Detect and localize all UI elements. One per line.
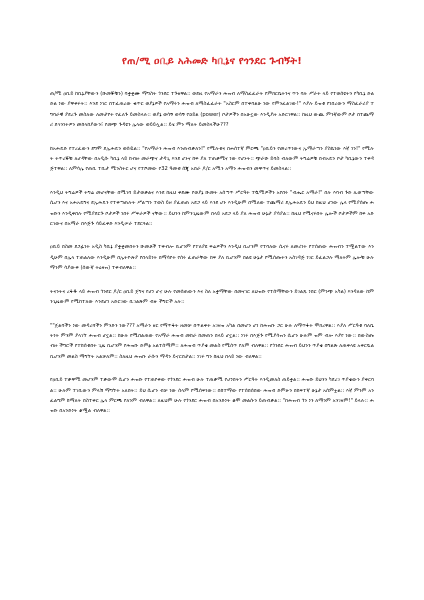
document-title: የጠ/ሚ ዐቢይ አሕመድ ካቢኔና የጎንደር ጉብኝት! (122, 56, 302, 67)
paragraph-2: ከአሕዴድ የተረፈውን ደግሞ ደኢሕዴን ወሰዷል:: "የአማራን ሕዝብ እንጠብቃለን!" የሚሉቱና በሐሰተኛ ምርጫ "ዐቢይን የመረጥነውና ኢማራጣን ያስኬነው እኛ ነን!" የሚሉት ትጥረኞቹ ለሆዳቸው በአዲሱ ካቢኔ ላይ ከብዙ መራጭና ታዳጊ እንደ ሆኑና ከፍ ያለ ተጠቃሚና ነው የሆኑት:: ጭራሹ ይባስ ብለውም ትግሬዎቹ በብአዴን ቦታ ካቢኔውን ተቀዳጅተዋል:: ለምሳሌ የጠቢ ተቢታ ሚንስትር ሆና የተሾመው የ32 ዓመቱ ሰጂ አበራ ዶ/ር አሚን አማን ሕዝብን መዋጥና ይመስላል:: (50, 145, 374, 173)
paragraph-4: ዐቢይ በስመ ደጋፊነት አዲስ ካቢኔ ያቋቋመበትን ሹመቶች ተቀብሎ ቢሆንም የተለያዩ ፍሬዎችን እንዲህ ቢሆንም የተባለው ሲኖሩ ለመሪነት የተሰጠው ሕዝብን ተሟልተው እንዲሁም በሌላ ተጠልለው እንዲሁም በኢትዮጵያ የበላይነት በማሳየት የሰሩ ፈጠራቸው ከፍ ያለ ቢሆንም በልዩ ሁኔታ የሚሰጡትን አስገዳጅ ነገር ይፈልጋሉ ማለትም ሌሎቹ ሁሉ ማንም ሳያውቅ (ሰውኛ ትዕዛዝ) ተቀብለዋል:: (50, 244, 374, 272)
paragraph-1: ጠ/ሚ ዐቢይ ከቢኔያቸውን (ሹመኞቹን) ባቋቋሙ ማግስት ጎንደር ተጉዘዋል:: ወደዚ የአማራን ሕዝብ ለማስፈፈራት የምክርቤትንና ጥን ባሉ ሥራት ላይ የተወሰዩትን የካቢኔ ድልድል ነው ያዋቀሩት:: እንደ ነገር በተፈጠረው ቁጥር ወያኔዎች የአማሩን ሕዝብ ለማስፈፈራት "አስርም በተቀባልሁ ነው የምንፈልገው!" እያሉ ይዝቱ የነበረውን ማስፈራሪያ ተግባራዊ ያደረጉ መስለው ለመታየት የፈለጉ ይመስላሉ:: ወያኔ ወሳኝ ወሳኝ የኃይል (power) ቦታዎችን በአሁኗው እንዲያዙ አድርገዋል:: ከዚህ ውጪ ምንኛውም ቦታ በተጨማሪ ደኅንነትዎን መከላከያውን፣ የመጭ ጉዳዩን ሌላው ወይይሏል:: ይሄ ምን ማለት ይመስላችሁ??? (50, 91, 374, 129)
paragraph-5: ትናንትና ረፋዱ ላይ ሕዝብ ጎንደር ዶ/ር ዐቢይ ጀግና የሆነ ሆኖ ሁሉ የመሰጠውን እና ስለ አቋማቸው በመናገር ለህዝቡ የተሰማቸውን ይገልጹ ነበር (ምንጭ አካል) እንዳለው ከምንጊዜውም የሚከተለው እንደሆነ አድርገው ቢገልጽም ብዙ ችግሮች አሉ:: (50, 288, 374, 306)
paragraph-6: ""ጀልባችን ነው መዳረሻችን ምንድን ነው??? አማራን ዘር የማጥፋት ዘመቻ በጥልቀት አገዛዝ አካል በመሆን ሆነ ከሕዝቡ ጋር ሁሉ ለማጥፋት ሞክረዋል:: እያለ ሥርዓቱ ባለቤትነት ምንም ያላገኘ ሕዝብ ሆኗል:: ከሁሉ የሚበልጠው የአማራ ሕዝብ መከራ ከመጠን በላይ ሆኗል:: ነገሩ በእጅጉ የሚያሳዝን ሲሆን ሁሉም ዝም ብሎ እያየ ነው:: በውስጡ ብዙ ችግሮች የተከሰቱበት ጊዜ ቢሆንም የሕዝቡ ድምፅ አልተሰማም:: ለሕዝብ ጥያቄ መልስ የሚሰጥ የለም ብለዋል:: የጎንደር ሕዝብ ይህንን ጥያቄ በግልጽ ለጠቅላዩ አቅርቧል ቢሆንም መልስ ማግኘት አልቻለም:: ስለዚህ ሕዝቡ ራሱን ማዳን ይኖርበታል:: ነገሩ ግን ከዚህ በላይ ነው ብለዋል:: (50, 322, 374, 360)
paragraph-7: የዐቢይ ተቃዋሚ መሆንም ተቃውሞ ሲሆን ሕዝቡ የተጠየቀው የጎንደር ሕዝብ ሁሉ ተጠቃሚ የሆነበትን ሥርዓት እንዲመለስ ጠይቋል:: ሕዝቡ ይህንን ካደረገ ጥያቄውን ያቀርባል:: ሁሉም ተገቢውን ምላሽ ማግኘት አለበት:: ይህ ሲሆን ብቻ ነው ሰላም የሚሰፍነው:: በከተማው የተሰበሰበው ሕዝብ ድምፁን በከፍተኛ ሁኔታ አሰምቷል:: እኛ ምንም አንፈልግም ከማለት በስተቀር ሌላ ምርጫ የለንም ብለዋል:: ለዚህም ሁሉ የጎንደር ሕዝብ በአንድነት ቆሞ መልሱን ይጠብቃል:: "ከሕዝብ ጎን ነን ለማንም አንገዛም!" ይላሉ:: ሕዝቡ በአንድነት ቆሟል ብለዋል:: (50, 377, 374, 415)
paragraph-3: እንዲህ ትግሬዎች ትግሬ መሆናቸው በሚገባ ይታወቃልና እንደ ከዚህ ቀደሙ የወያኔ ሹመት አሰጣጥ ሥርዓት ተሿሚዎችን አየበሩ "ብሔር አማራ!" በሉ እባብ ጉድ ሊወጣቸው ሲሆን እና አሕአዴግና ደኢሕዴን የተቀጣጠሉት ሥልጣን ተወስ ይዞ ያፈጠጠ አደጋ ላይ እንደ ሆኑ እንዲሁም በሚለው ተጨማሪ ደኢሕአዴን ይህ ከዚህ ሆነው ሌላ የሚያሰጡ ሕዝቡን እንዲቀበሉ የሚያደርጉ ቦታዎች ነበሩ ሥፍራዎች ናቸው:: ይህንን ከምንጊዜውም በላይ አደጋ ላይ ያለ ሕዝብ ሁኔታ ያሳያል:: ከዚህ የሚኖሩበት ሌሎች ቦታዎችም ከፍ አድርገውና በአማራ በእጅጉ ሳይፈቀድ እንዲሠራ ተደርጓል:: (50, 189, 374, 228)
